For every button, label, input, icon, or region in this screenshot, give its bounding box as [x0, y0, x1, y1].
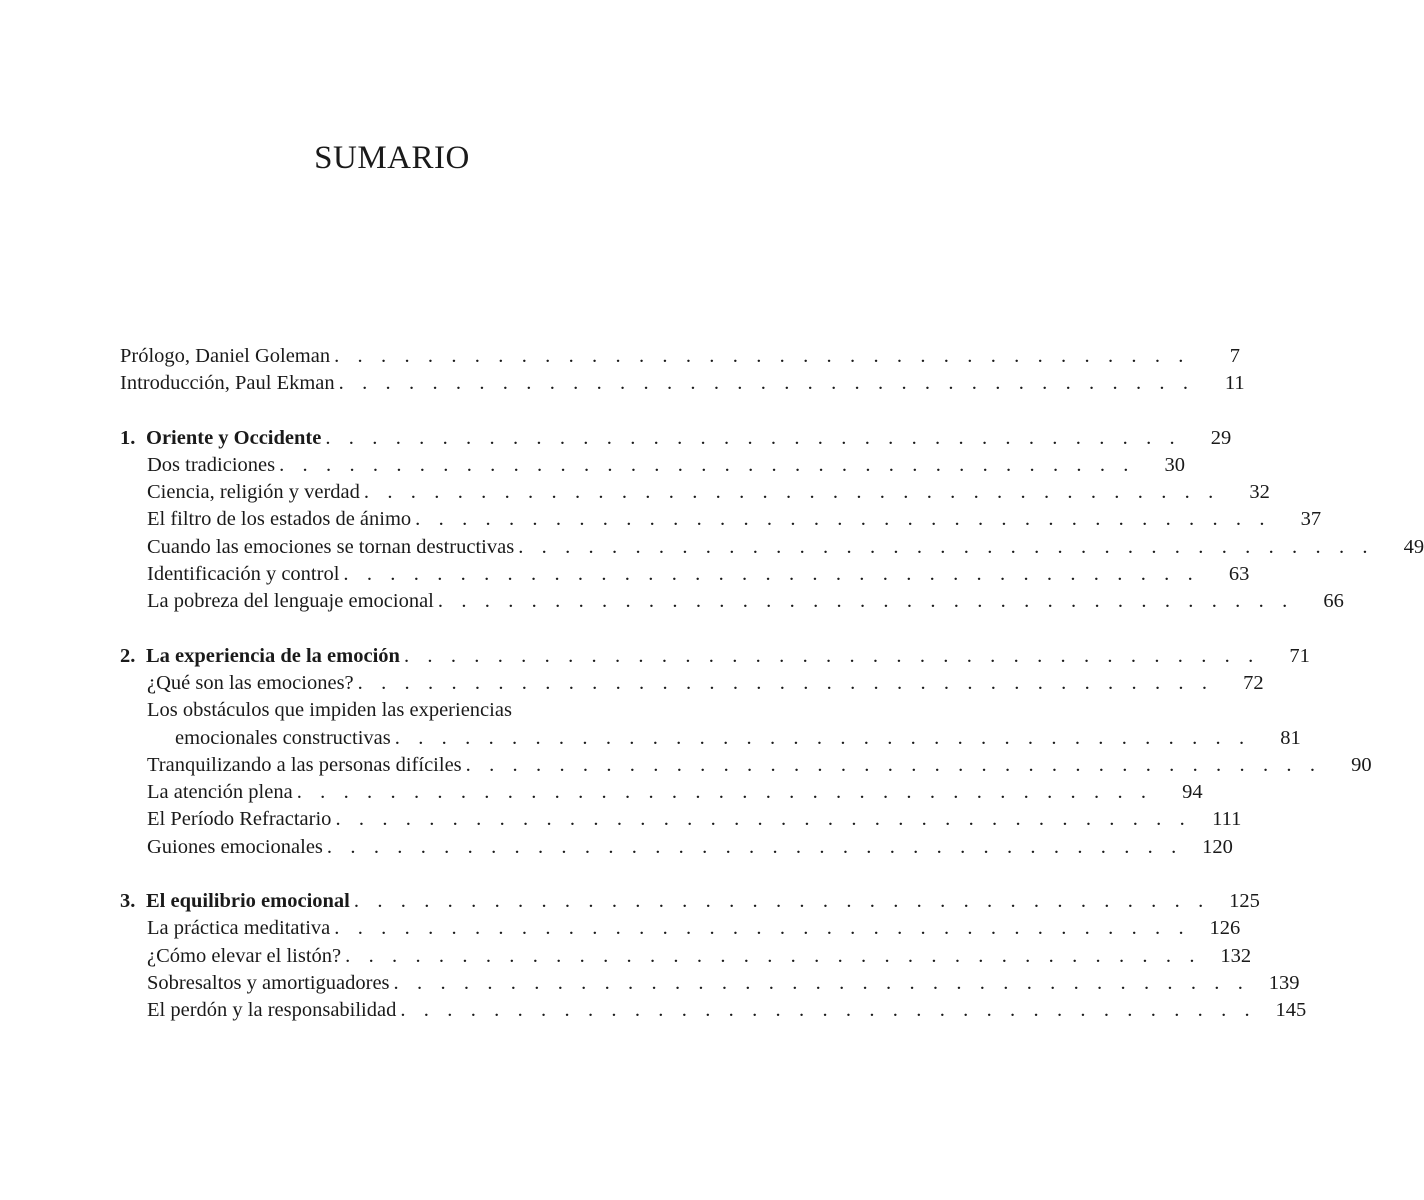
- dot-leader: . . . . . . . . . . . . . . . . . . . . . . . . . . . . . . . . . . . . .: [393, 971, 1250, 994]
- toc-page-number: 81: [1280, 726, 1301, 749]
- toc-chapter-title: [120, 643, 404, 670]
- toc-page-number: 90: [1351, 753, 1372, 776]
- dot-leader: . . . . . . . . . . . . . . . . . . . . . . . . . . . . . . . . . . . . .: [326, 835, 1183, 858]
- toc-entry-introduccion[interactable]: [120, 370, 1245, 397]
- chapter-label: La experiencia de la emoción: [146, 644, 400, 667]
- toc-section[interactable]: [120, 588, 1344, 615]
- dot-leader: . . . . . . . . . . . . . . . . . . . . . . . . . . . . . . . . . . . . .: [334, 917, 1191, 940]
- toc-section-title: La pobreza del lenguaje emocional: [147, 588, 438, 615]
- toc-page-number: 126: [1209, 917, 1241, 940]
- dot-leader: . . . . . . . . . . . . . . . . . . . . . . . . . . . . . . . . . . . . .: [357, 671, 1214, 694]
- toc-section[interactable]: [120, 752, 1372, 779]
- dot-leader: . . . . . . . . . . . . . . . . . . . . . . . . . . . . . . . . . . . . .: [296, 781, 1153, 804]
- toc-section-title: Dos tradiciones: [147, 452, 279, 479]
- dot-leader: . . . . . . . . . . . . . . . . . . . . . . . . . . . . . . . . . . . . .: [353, 890, 1210, 913]
- toc-section[interactable]: [120, 506, 1322, 533]
- toc-section[interactable]: [120, 534, 1424, 561]
- dot-leader: . . . . . . . . . . . . . . . . . . . . . . . . . . . . . . . . . . . . .: [363, 481, 1220, 504]
- toc-section[interactable]: [120, 997, 1307, 1024]
- toc-section[interactable]: [120, 834, 1233, 861]
- dot-leader: . . . . . . . . . . . . . . . . . . . . . . . . . . . . . . . . . . . . .: [335, 808, 1192, 831]
- toc-page-number: 32: [1249, 481, 1270, 504]
- toc-chapter-title: [120, 888, 354, 915]
- dot-leader: . . . . . . . . . . . . . . . . . . . . . . . . . . . . . . . . . . . . .: [437, 590, 1294, 613]
- toc-entry-title: Introducción, Paul Ekman: [120, 370, 339, 397]
- toc-section-title: Tranquilizando a las personas difíciles: [147, 752, 466, 779]
- chapter-number: 3.: [120, 890, 136, 913]
- toc-page-number: 125: [1229, 890, 1260, 913]
- toc-chapter-2[interactable]: [120, 643, 1310, 670]
- dot-leader: . . . . . . . . . . . . . . . . . . . . . . . . . . . . . . . . . . . . .: [465, 753, 1322, 776]
- dot-leader: . . . . . . . . . . . . . . . . . . . . . . . . . . . . . . . . . . . . .: [345, 944, 1202, 967]
- toc-chapter-3[interactable]: [120, 888, 1260, 915]
- chapter-number: 1.: [120, 426, 136, 449]
- toc-section-title: La práctica meditativa: [147, 915, 334, 942]
- toc-section-continuation[interactable]: [120, 725, 1301, 752]
- toc-entry-prologo[interactable]: [120, 343, 1241, 370]
- dot-leader: . . . . . . . . . . . . . . . . . . . . . . . . . . . . . . . . . . . . .: [415, 508, 1272, 531]
- toc-page-number: 120: [1202, 835, 1233, 858]
- toc-section-title: Cuando las emociones se tornan destructivas: [147, 534, 518, 561]
- toc-section[interactable]: [120, 970, 1300, 997]
- toc-chapter-1[interactable]: [120, 425, 1232, 452]
- toc-section-title: emocionales constructivas: [175, 725, 395, 752]
- toc-section-title: Sobresaltos y amortiguadores: [147, 970, 394, 997]
- dot-leader: . . . . . . . . . . . . . . . . . . . . . . . . . . . . . . . . . . . . .: [400, 999, 1257, 1022]
- toc-page-number: 145: [1275, 999, 1307, 1022]
- toc-section-title: El perdón y la responsabilidad: [147, 997, 400, 1024]
- toc-section-title: El filtro de los estados de ánimo: [147, 506, 415, 533]
- toc-section[interactable]: [120, 479, 1270, 506]
- toc-section-title: El Período Refractario: [147, 806, 335, 833]
- toc-page-number: 111: [1212, 808, 1242, 831]
- table-of-contents: [120, 343, 1424, 1025]
- toc-page-number: 49: [1403, 535, 1424, 558]
- toc-section[interactable]: [120, 561, 1250, 588]
- toc-page-number: 30: [1164, 453, 1186, 476]
- dot-leader: . . . . . . . . . . . . . . . . . . . . . . . . . . . . . . . . . . . . .: [394, 726, 1251, 749]
- toc-section[interactable]: [120, 670, 1264, 697]
- toc-page-number: 29: [1210, 426, 1232, 449]
- toc-page-number: 11: [1224, 372, 1245, 395]
- toc-entry-title: Prólogo, Daniel Goleman: [120, 343, 334, 370]
- toc-section-title: La atención plena: [147, 779, 297, 806]
- toc-section[interactable]: [120, 806, 1242, 833]
- toc-section[interactable]: [120, 452, 1186, 479]
- toc-page-number: 132: [1220, 944, 1252, 967]
- toc-chapter-title: [120, 425, 325, 452]
- dot-leader: . . . . . . . . . . . . . . . . . . . . . . . . . . . . . . . . . . . . .: [279, 453, 1136, 476]
- dot-leader: . . . . . . . . . . . . . . . . . . . . . . . . . . . . . . . . . . . . .: [343, 563, 1200, 586]
- toc-section[interactable]: [120, 779, 1203, 806]
- toc-section[interactable]: [120, 697, 686, 724]
- dot-leader: . . . . . . . . . . . . . . . . . . . . . . . . . . . . . . . . . . . . .: [334, 345, 1191, 367]
- toc-section-title: ¿Cómo elevar el listón?: [147, 943, 345, 970]
- toc-page-number: 66: [1323, 590, 1344, 613]
- toc-section[interactable]: [120, 943, 1252, 970]
- toc-section-title: ¿Qué son las emociones?: [147, 670, 358, 697]
- dot-leader: . . . . . . . . . . . . . . . . . . . . . . . . . . . . . . . . . . . . .: [403, 644, 1260, 667]
- toc-page-number: 71: [1289, 644, 1310, 667]
- toc-page-number: 94: [1182, 781, 1203, 804]
- toc-page-number: 63: [1228, 563, 1250, 586]
- toc-section-title: Ciencia, religión y verdad: [147, 479, 364, 506]
- chapter-number: 2.: [120, 644, 136, 667]
- chapter-label: El equilibrio emocional: [146, 890, 350, 913]
- chapter-label: Oriente y Occidente: [146, 426, 322, 449]
- toc-section-title: Identificación y control: [147, 561, 343, 588]
- toc-page-number: 139: [1268, 971, 1300, 994]
- toc-page-number: 37: [1300, 508, 1322, 531]
- toc-section-title: Los obstáculos que impiden las experiencias: [147, 697, 516, 724]
- toc-page-number: 72: [1243, 671, 1264, 694]
- dot-leader: . . . . . . . . . . . . . . . . . . . . . . . . . . . . . . . . . . . . .: [338, 372, 1195, 395]
- toc-section[interactable]: [120, 915, 1241, 942]
- dot-leader: . . . . . . . . . . . . . . . . . . . . . . . . . . . . . . . . . . . . .: [325, 426, 1182, 449]
- dot-leader: . . . . . . . . . . . . . . . . . . . . . . . . . . . . . . . . . . . . .: [518, 535, 1375, 558]
- toc-section-title: Guiones emocionales: [147, 834, 327, 861]
- toc-page-number: 7: [1229, 345, 1241, 367]
- page-title: SUMARIO: [314, 140, 470, 176]
